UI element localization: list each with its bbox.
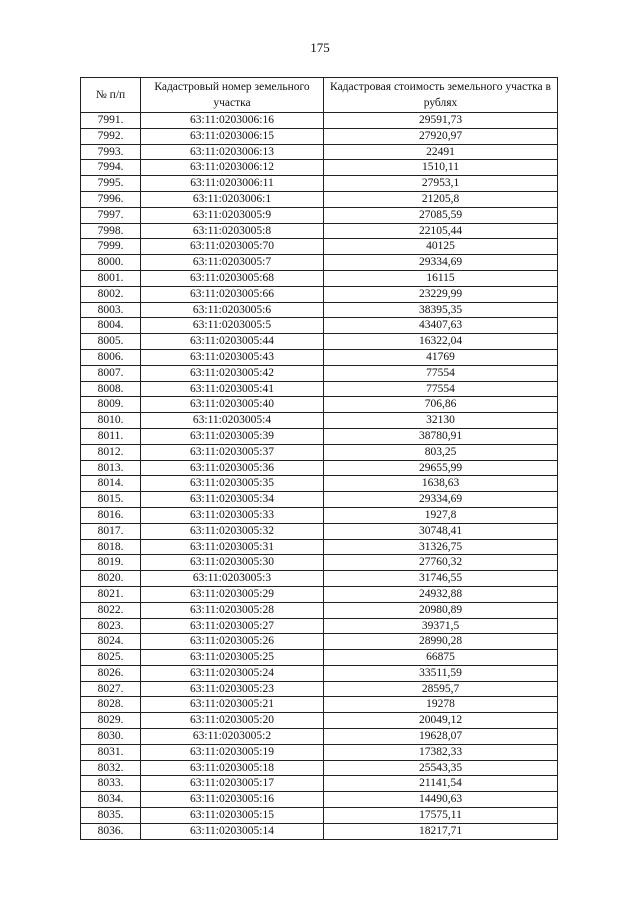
table-body <box>81 113 558 840</box>
cell-cadastral-value: 27760,32 <box>324 555 558 571</box>
cell-cadastral-value: 27920,97 <box>324 128 558 144</box>
cell-cadastral-number: 63:11:0203006:11 <box>141 176 324 192</box>
cell-cadastral-number: 63:11:0203005:39 <box>141 428 324 444</box>
cell-row-number: 8012. <box>81 444 141 460</box>
cell-cadastral-number: 63:11:0203005:37 <box>141 444 324 460</box>
cell-cadastral-number: 63:11:0203005:2 <box>141 729 324 745</box>
cell-row-number: 8029. <box>81 713 141 729</box>
cell-cadastral-value: 18217,71 <box>324 823 558 839</box>
table-row <box>81 808 558 824</box>
table-row <box>81 555 558 571</box>
cell-cadastral-number: 63:11:0203005:31 <box>141 539 324 555</box>
table-row <box>81 823 558 839</box>
cell-cadastral-number: 63:11:0203005:29 <box>141 586 324 602</box>
cell-row-number: 8002. <box>81 286 141 302</box>
cell-cadastral-number: 63:11:0203005:66 <box>141 286 324 302</box>
cell-row-number: 8030. <box>81 729 141 745</box>
cell-cadastral-number: 63:11:0203005:34 <box>141 492 324 508</box>
cell-cadastral-value: 30748,41 <box>324 523 558 539</box>
cell-cadastral-number: 63:11:0203005:25 <box>141 650 324 666</box>
table-row <box>81 255 558 271</box>
table-row <box>81 239 558 255</box>
table-row <box>81 602 558 618</box>
cell-cadastral-number: 63:11:0203005:14 <box>141 823 324 839</box>
cell-cadastral-value: 38780,91 <box>324 428 558 444</box>
cell-row-number: 8019. <box>81 555 141 571</box>
table-row <box>81 365 558 381</box>
cell-row-number: 7997. <box>81 207 141 223</box>
cell-row-number: 8003. <box>81 302 141 318</box>
cell-cadastral-value: 39371,5 <box>324 618 558 634</box>
cell-cadastral-value: 40125 <box>324 239 558 255</box>
cell-row-number: 8014. <box>81 476 141 492</box>
cell-cadastral-number: 63:11:0203005:5 <box>141 318 324 334</box>
cell-cadastral-number: 63:11:0203005:19 <box>141 744 324 760</box>
table-row <box>81 207 558 223</box>
cell-row-number: 8000. <box>81 255 141 271</box>
table-row <box>81 160 558 176</box>
table-row <box>81 618 558 634</box>
cell-row-number: 7995. <box>81 176 141 192</box>
cell-cadastral-value: 16115 <box>324 270 558 286</box>
cell-cadastral-number: 63:11:0203005:4 <box>141 413 324 429</box>
cell-cadastral-value: 19278 <box>324 697 558 713</box>
cell-cadastral-number: 63:11:0203005:27 <box>141 618 324 634</box>
cell-cadastral-number: 63:11:0203005:21 <box>141 697 324 713</box>
cell-cadastral-number: 63:11:0203005:20 <box>141 713 324 729</box>
cell-cadastral-value: 706,86 <box>324 397 558 413</box>
cell-row-number: 8034. <box>81 792 141 808</box>
cell-cadastral-value: 14490,63 <box>324 792 558 808</box>
cell-row-number: 7993. <box>81 144 141 160</box>
cell-row-number: 7998. <box>81 223 141 239</box>
cell-row-number: 8025. <box>81 650 141 666</box>
cell-cadastral-number: 63:11:0203005:8 <box>141 223 324 239</box>
cell-cadastral-value: 25543,35 <box>324 760 558 776</box>
cell-row-number: 8031. <box>81 744 141 760</box>
cell-cadastral-number: 63:11:0203005:24 <box>141 665 324 681</box>
cell-row-number: 8006. <box>81 349 141 365</box>
header-row-number: № п/п <box>81 78 141 113</box>
table-row <box>81 776 558 792</box>
table-row <box>81 460 558 476</box>
cell-row-number: 8016. <box>81 507 141 523</box>
cell-cadastral-number: 63:11:0203006:13 <box>141 144 324 160</box>
table-row <box>81 113 558 129</box>
table-row <box>81 571 558 587</box>
cell-row-number: 8009. <box>81 397 141 413</box>
table-header-row <box>81 78 558 113</box>
cell-row-number: 8020. <box>81 571 141 587</box>
table-row <box>81 492 558 508</box>
header-cadastral-value: Кадастровая стоимость земельного участка в рублях <box>324 78 558 113</box>
cell-row-number: 8026. <box>81 665 141 681</box>
cell-cadastral-number: 63:11:0203005:42 <box>141 365 324 381</box>
cell-cadastral-value: 22491 <box>324 144 558 160</box>
cell-cadastral-value: 20049,12 <box>324 713 558 729</box>
table-row <box>81 476 558 492</box>
table-row <box>81 634 558 650</box>
cell-cadastral-value: 17575,11 <box>324 808 558 824</box>
cell-row-number: 8010. <box>81 413 141 429</box>
cell-cadastral-value: 27085,59 <box>324 207 558 223</box>
cell-cadastral-number: 63:11:0203005:44 <box>141 334 324 350</box>
cell-row-number: 8007. <box>81 365 141 381</box>
cell-row-number: 8032. <box>81 760 141 776</box>
cell-row-number: 7992. <box>81 128 141 144</box>
table-row <box>81 144 558 160</box>
cell-cadastral-value: 20980,89 <box>324 602 558 618</box>
cell-row-number: 7991. <box>81 113 141 129</box>
cell-cadastral-value: 32130 <box>324 413 558 429</box>
cell-row-number: 7996. <box>81 191 141 207</box>
cell-row-number: 8018. <box>81 539 141 555</box>
cell-cadastral-number: 63:11:0203006:15 <box>141 128 324 144</box>
cell-cadastral-value: 22105,44 <box>324 223 558 239</box>
table-row <box>81 191 558 207</box>
table-row <box>81 428 558 444</box>
cadastral-value-table <box>80 77 558 840</box>
cell-row-number: 7999. <box>81 239 141 255</box>
cell-cadastral-number: 63:11:0203005:33 <box>141 507 324 523</box>
cell-cadastral-number: 63:11:0203005:3 <box>141 571 324 587</box>
cell-cadastral-number: 63:11:0203005:35 <box>141 476 324 492</box>
cell-cadastral-number: 63:11:0203005:7 <box>141 255 324 271</box>
cell-cadastral-number: 63:11:0203005:9 <box>141 207 324 223</box>
cell-row-number: 8036. <box>81 823 141 839</box>
cell-row-number: 8005. <box>81 334 141 350</box>
table-row <box>81 176 558 192</box>
cell-cadastral-value: 1638,63 <box>324 476 558 492</box>
cell-cadastral-number: 63:11:0203005:15 <box>141 808 324 824</box>
table-row <box>81 650 558 666</box>
cell-cadastral-number: 63:11:0203005:6 <box>141 302 324 318</box>
table-row <box>81 792 558 808</box>
cell-cadastral-number: 63:11:0203005:17 <box>141 776 324 792</box>
table-row <box>81 128 558 144</box>
table-row <box>81 760 558 776</box>
cell-cadastral-value: 28595,7 <box>324 681 558 697</box>
cell-cadastral-number: 63:11:0203006:16 <box>141 113 324 129</box>
cell-cadastral-number: 63:11:0203005:32 <box>141 523 324 539</box>
cell-cadastral-number: 63:11:0203005:16 <box>141 792 324 808</box>
cell-cadastral-number: 63:11:0203005:70 <box>141 239 324 255</box>
cell-cadastral-value: 77554 <box>324 381 558 397</box>
cell-row-number: 8033. <box>81 776 141 792</box>
cell-cadastral-number: 63:11:0203006:12 <box>141 160 324 176</box>
cell-cadastral-value: 43407,63 <box>324 318 558 334</box>
cell-cadastral-number: 63:11:0203005:40 <box>141 397 324 413</box>
table-row <box>81 397 558 413</box>
table-row <box>81 681 558 697</box>
table-row <box>81 665 558 681</box>
table-row <box>81 223 558 239</box>
table-row <box>81 713 558 729</box>
cell-cadastral-value: 31326,75 <box>324 539 558 555</box>
table-row <box>81 318 558 334</box>
cell-cadastral-number: 63:11:0203005:36 <box>141 460 324 476</box>
table-row <box>81 302 558 318</box>
table-row <box>81 507 558 523</box>
cell-row-number: 7994. <box>81 160 141 176</box>
table-row <box>81 349 558 365</box>
cell-row-number: 8028. <box>81 697 141 713</box>
cell-cadastral-value: 17382,33 <box>324 744 558 760</box>
cell-cadastral-value: 77554 <box>324 365 558 381</box>
cell-cadastral-value: 16322,04 <box>324 334 558 350</box>
cell-cadastral-value: 38395,35 <box>324 302 558 318</box>
table-row <box>81 539 558 555</box>
cell-cadastral-number: 63:11:0203006:1 <box>141 191 324 207</box>
table-row <box>81 270 558 286</box>
cell-row-number: 8023. <box>81 618 141 634</box>
cell-row-number: 8015. <box>81 492 141 508</box>
table-row <box>81 697 558 713</box>
cell-cadastral-value: 27953,1 <box>324 176 558 192</box>
cell-row-number: 8024. <box>81 634 141 650</box>
table-row <box>81 444 558 460</box>
cell-row-number: 8022. <box>81 602 141 618</box>
cell-cadastral-number: 63:11:0203005:26 <box>141 634 324 650</box>
cell-cadastral-value: 33511,59 <box>324 665 558 681</box>
cell-cadastral-value: 29334,69 <box>324 255 558 271</box>
cell-cadastral-value: 803,25 <box>324 444 558 460</box>
table-row <box>81 381 558 397</box>
cell-row-number: 8027. <box>81 681 141 697</box>
cell-cadastral-value: 29655,99 <box>324 460 558 476</box>
cell-cadastral-value: 29334,69 <box>324 492 558 508</box>
cell-row-number: 8013. <box>81 460 141 476</box>
cell-cadastral-value: 41769 <box>324 349 558 365</box>
cell-cadastral-value: 23229,99 <box>324 286 558 302</box>
cell-row-number: 8004. <box>81 318 141 334</box>
table-row <box>81 586 558 602</box>
cell-cadastral-number: 63:11:0203005:43 <box>141 349 324 365</box>
table-row <box>81 413 558 429</box>
table-row <box>81 334 558 350</box>
table-row <box>81 744 558 760</box>
cell-cadastral-number: 63:11:0203005:68 <box>141 270 324 286</box>
cell-cadastral-number: 63:11:0203005:23 <box>141 681 324 697</box>
table-row <box>81 523 558 539</box>
cell-cadastral-value: 1927,8 <box>324 507 558 523</box>
page-number: 175 <box>310 40 330 55</box>
cell-row-number: 8017. <box>81 523 141 539</box>
cell-row-number: 8001. <box>81 270 141 286</box>
cell-cadastral-value: 19628,07 <box>324 729 558 745</box>
cell-cadastral-value: 1510,11 <box>324 160 558 176</box>
cell-cadastral-number: 63:11:0203005:28 <box>141 602 324 618</box>
cell-cadastral-value: 24932,88 <box>324 586 558 602</box>
cell-row-number: 8021. <box>81 586 141 602</box>
cell-row-number: 8035. <box>81 808 141 824</box>
cell-cadastral-value: 21141,54 <box>324 776 558 792</box>
cell-row-number: 8011. <box>81 428 141 444</box>
cell-cadastral-value: 29591,73 <box>324 113 558 129</box>
header-cadastral-number: Кадастровый номер земельного участка <box>141 78 324 113</box>
cell-cadastral-value: 66875 <box>324 650 558 666</box>
cell-row-number: 8008. <box>81 381 141 397</box>
cell-cadastral-number: 63:11:0203005:30 <box>141 555 324 571</box>
table-row <box>81 729 558 745</box>
cell-cadastral-number: 63:11:0203005:41 <box>141 381 324 397</box>
cell-cadastral-value: 28990,28 <box>324 634 558 650</box>
cell-cadastral-number: 63:11:0203005:18 <box>141 760 324 776</box>
table-row <box>81 286 558 302</box>
cell-cadastral-value: 21205,8 <box>324 191 558 207</box>
cell-cadastral-value: 31746,55 <box>324 571 558 587</box>
